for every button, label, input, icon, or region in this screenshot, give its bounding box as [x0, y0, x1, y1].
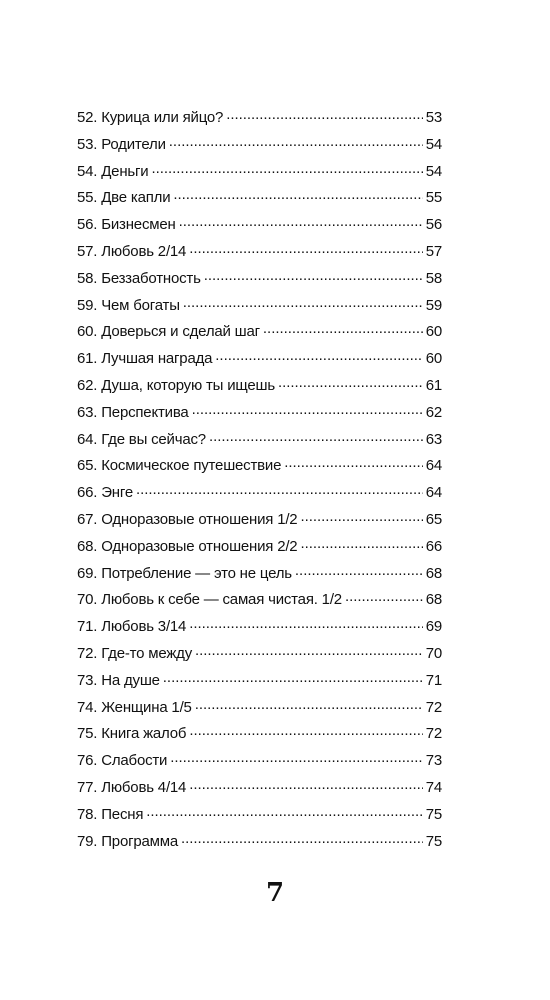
toc-dot-leader: [195, 697, 423, 712]
toc-entry-page-number: 70: [425, 644, 442, 662]
toc-dot-leader: [169, 134, 423, 149]
toc-entry: [77, 668, 442, 695]
toc-entry: [77, 239, 442, 266]
toc-entry-title: 61. Лучшая награда: [77, 350, 213, 368]
toc-entry: [77, 587, 442, 614]
toc-dot-leader: [300, 509, 423, 524]
toc-dot-leader: [189, 723, 423, 738]
toc-dot-leader: [189, 616, 423, 631]
toc-entry: [77, 561, 442, 588]
toc-entry-title: 56. Бизнесмен: [77, 216, 176, 234]
toc-entry: [77, 105, 442, 132]
toc-entry: [77, 480, 442, 507]
toc-entry-page-number: 60: [425, 350, 442, 368]
toc-entry-page-number: 72: [425, 698, 442, 716]
toc-entry-page-number: 68: [425, 564, 442, 582]
toc-dot-leader: [204, 268, 423, 283]
toc-entry-page-number: 53: [425, 109, 442, 126]
toc-entry-page-number: 63: [425, 430, 442, 448]
toc-dot-leader: [189, 241, 423, 256]
toc-entry-page-number: 64: [425, 484, 442, 502]
toc-entry-title: 60. Доверься и сделай шаг: [77, 323, 260, 341]
toc-entry-title: 54. Деньги: [77, 162, 149, 180]
toc-dot-leader: [170, 750, 423, 765]
toc-entry: [77, 212, 442, 239]
toc-entry-page-number: 64: [425, 457, 442, 475]
toc-entry: [77, 319, 442, 346]
toc-entry: [77, 534, 442, 561]
toc-entry-title: 65. Космическое путешествие: [77, 457, 282, 475]
toc-entry: [77, 695, 442, 722]
toc-entry-page-number: 59: [425, 296, 442, 314]
toc-entry: [77, 293, 442, 320]
toc-entry-page-number: 75: [425, 805, 442, 823]
toc-dot-leader: [195, 643, 423, 658]
toc-entry-title: 53. Родители: [77, 135, 166, 153]
toc-entry: [77, 400, 442, 427]
toc-dot-leader: [345, 589, 423, 604]
toc-entry: [77, 748, 442, 775]
toc-entry-title: 77. Любовь 4/14: [77, 778, 187, 796]
toc-dot-leader: [151, 161, 423, 176]
toc-dot-leader: [189, 777, 423, 792]
toc-entry-title: 64. Где вы сейчас?: [77, 430, 206, 448]
toc-entry-title: 58. Беззаботность: [77, 269, 201, 287]
toc-entry-page-number: 73: [425, 752, 442, 770]
toc-entry-title: 70. Любовь к себе — самая чистая. 1/2: [77, 591, 342, 609]
toc-dot-leader: [226, 107, 423, 122]
toc-entry: [77, 185, 442, 212]
toc-entry-title: 73. На душе: [77, 671, 160, 689]
toc-entry-page-number: 54: [425, 135, 442, 153]
toc-entry-page-number: 74: [425, 778, 442, 796]
toc-entry: [77, 775, 442, 802]
toc-entry-page-number: 58: [425, 269, 442, 287]
toc-entry: [77, 829, 442, 856]
toc-entry-page-number: 69: [425, 618, 442, 636]
toc-dot-leader: [146, 804, 423, 819]
toc-entry: [77, 159, 442, 186]
toc-entry-page-number: 55: [425, 189, 442, 207]
toc-entry: [77, 266, 442, 293]
toc-entry: [77, 453, 442, 480]
toc-entry-title: 79. Программа: [77, 832, 179, 850]
toc-entry-title: 68. Одноразовые отношения 2/2: [77, 537, 298, 555]
toc-entry: [77, 373, 442, 400]
toc-dot-leader: [209, 429, 423, 444]
toc-dot-leader: [173, 187, 423, 202]
toc-dot-leader: [300, 536, 423, 551]
toc-entry-page-number: 68: [425, 591, 442, 609]
toc-entry-title: 67. Одноразовые отношения 1/2: [77, 510, 298, 528]
toc-entry-title: 72. Где-то между: [77, 644, 193, 662]
toc-dot-leader: [263, 321, 423, 336]
toc-entry: [77, 721, 442, 748]
toc-dot-leader: [136, 482, 423, 497]
toc-entry-title: 63. Перспектива: [77, 403, 189, 421]
toc-entry-title: 76. Слабости: [77, 752, 168, 770]
toc-entry: [77, 641, 442, 668]
toc-entry-page-number: 56: [425, 216, 442, 234]
toc-entry-page-number: 75: [425, 832, 442, 850]
toc-entry-title: 66. Энге: [77, 484, 133, 502]
toc-entry: [77, 132, 442, 159]
toc-dot-leader: [284, 455, 423, 470]
toc-entry-page-number: 71: [425, 671, 442, 689]
toc-entry-page-number: 61: [425, 376, 442, 394]
toc-dot-leader: [295, 563, 423, 578]
toc-entry: [77, 802, 442, 829]
toc-entry-page-number: 66: [425, 537, 442, 555]
toc-entry-title: 62. Душа, которую ты ищешь: [77, 376, 275, 394]
toc-entry-page-number: 60: [425, 323, 442, 341]
toc-entry-title: 78. Песня: [77, 805, 144, 823]
table-of-contents: [77, 105, 442, 855]
toc-entry-title: 71. Любовь 3/14: [77, 618, 187, 636]
toc-dot-leader: [179, 214, 423, 229]
toc-entry-page-number: 57: [425, 242, 442, 260]
toc-entry: [77, 614, 442, 641]
toc-entry-title: 57. Любовь 2/14: [77, 242, 187, 260]
toc-entry: [77, 507, 442, 534]
toc-dot-leader: [215, 348, 423, 363]
toc-entry-title: 55. Две капли: [77, 189, 171, 207]
page-number: 7: [265, 878, 285, 908]
toc-dot-leader: [181, 831, 423, 846]
toc-entry-title: 74. Женщина 1/5: [77, 698, 192, 716]
toc-entry-title: 75. Книга жалоб: [77, 725, 187, 743]
toc-entry-page-number: 65: [425, 510, 442, 528]
toc-entry-page-number: 72: [425, 725, 442, 743]
toc-entry-title: 59. Чем богаты: [77, 296, 180, 314]
toc-entry-page-number: 62: [425, 403, 442, 421]
toc-entry-page-number: 54: [425, 162, 442, 180]
toc-entry-title: 69. Потребление — это не цель: [77, 564, 292, 582]
toc-dot-leader: [192, 402, 423, 417]
toc-dot-leader: [183, 295, 423, 310]
toc-entry: [77, 346, 442, 373]
toc-dot-leader: [163, 670, 423, 685]
toc-dot-leader: [278, 375, 423, 390]
toc-entry: [77, 427, 442, 454]
toc-entry-title: 52. Курица или яйцо?: [77, 109, 224, 126]
